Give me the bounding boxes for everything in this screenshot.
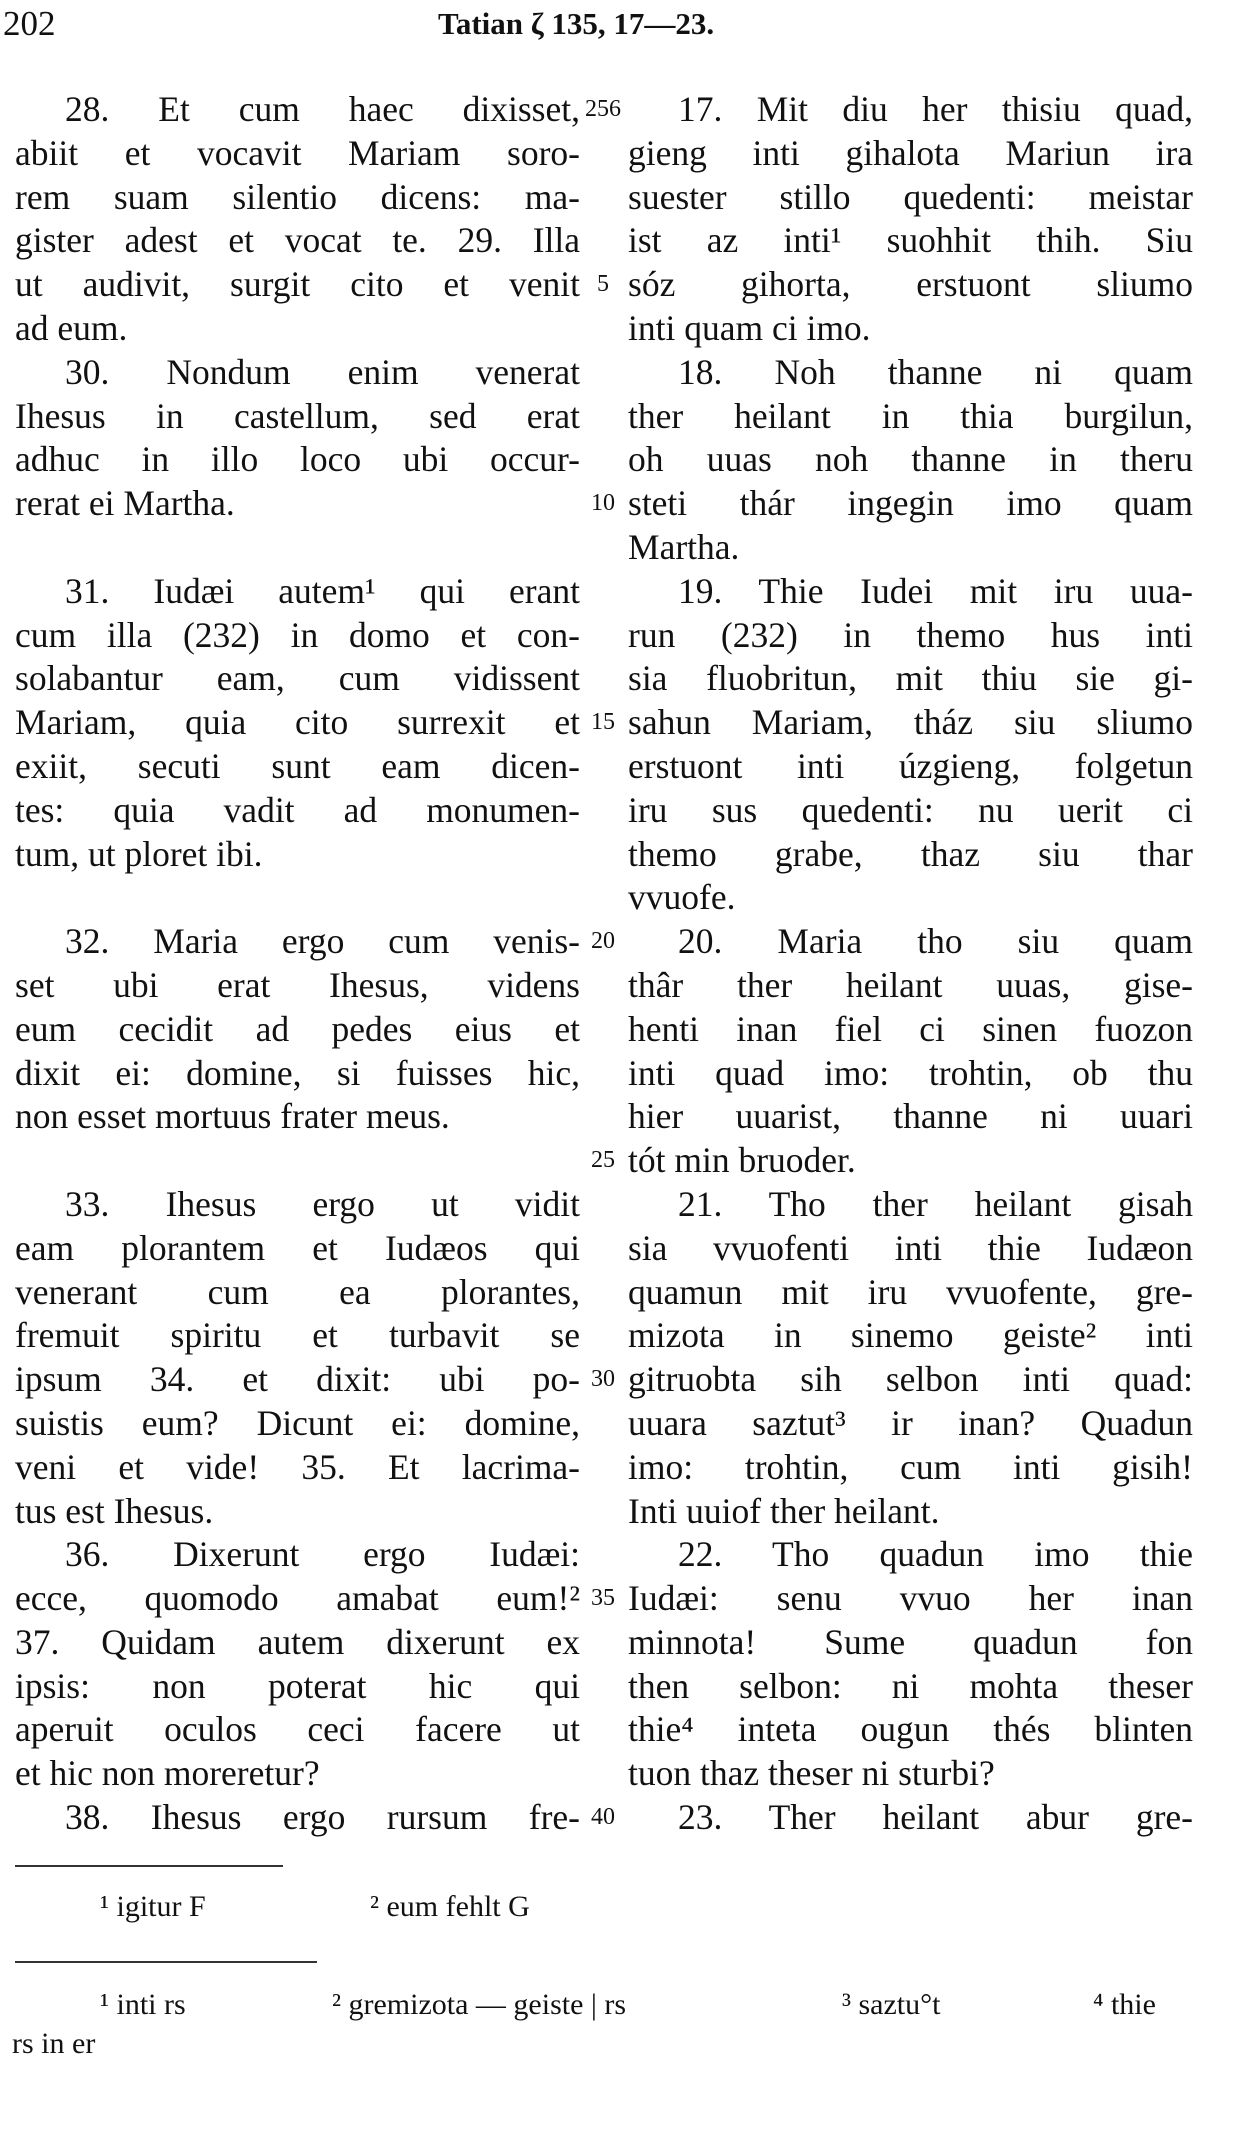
- text-line: 23. Ther heilant abur gre-: [678, 1797, 1193, 1838]
- footnote-latin-1: ¹ igitur F: [100, 1890, 206, 1923]
- text-line: iru sus quedenti: nu uerit ci: [628, 789, 1193, 830]
- text-line: tót min bruoder.: [628, 1140, 856, 1181]
- text-line: ther heilant in thia burgilun,: [628, 395, 1193, 436]
- ohg-column: [628, 88, 1193, 1840]
- line-number: 256: [585, 96, 621, 122]
- text-line: venerant cum ea plorantes,: [15, 1271, 580, 1312]
- text-line: tuon thaz theser ni sturbi?: [628, 1753, 995, 1794]
- text-line: sia fluobritun, mit thiu sie gi-: [628, 658, 1193, 699]
- text-line: exiit, secuti sunt eam dicen-: [15, 745, 580, 786]
- text-line: solabantur eam, cum vidissent: [15, 658, 580, 699]
- text-line: oh uuas noh thanne in theru: [628, 439, 1193, 480]
- footnote-latin-2: ² eum fehlt G: [370, 1890, 530, 1923]
- running-head: Tatian ζ 135, 17—23.: [438, 6, 715, 41]
- footnote-ohg-3: ³ saztu°t: [842, 1988, 941, 2021]
- text-line: 36. Dixerunt ergo Iudæi:: [65, 1534, 580, 1575]
- text-line: 38. Ihesus ergo rursum fre-: [65, 1797, 580, 1838]
- line-number: 5: [597, 271, 609, 297]
- text-line: steti thár ingegin imo quam: [628, 483, 1193, 524]
- text-line: eam plorantem et Iudæos qui: [15, 1227, 580, 1268]
- text-line: Martha.: [628, 526, 740, 567]
- line-number: 10: [591, 490, 615, 516]
- text-line: abiit et vocavit Mariam soro-: [15, 132, 580, 173]
- text-line: 19. Thie Iudei mit iru uua-: [678, 570, 1193, 611]
- text-line: 28. Et cum haec dixisset,: [65, 89, 580, 129]
- text-line: ipsis: non poterat hic qui: [15, 1665, 580, 1706]
- text-line: gieng inti gihalota Mariun ira: [628, 132, 1193, 173]
- text-line: thâr ther heilant uuas, gise-: [628, 964, 1193, 1005]
- text-line: 20. Maria tho siu quam: [678, 921, 1193, 962]
- text-line: sóz gihorta, erstuont sliumo: [628, 264, 1193, 305]
- text-line: tes: quia vadit ad monumen-: [15, 789, 580, 830]
- text-line: tus est Ihesus.: [15, 1490, 214, 1531]
- text-line: cum illa (232) in domo et con-: [15, 614, 580, 655]
- text-line: gister adest et vocat te. 29. Illa: [15, 220, 580, 261]
- text-line: fremuit spiritu et turbavit se: [15, 1315, 580, 1356]
- text-line: dixit ei: domine, si fuisses hic,: [15, 1052, 580, 1093]
- text-line: eum cecidit ad pedes eius et: [15, 1008, 580, 1049]
- text-line: imo: trohtin, cum inti gisih!: [628, 1446, 1193, 1487]
- text-line: suistis eum? Dicunt ei: domine,: [15, 1402, 580, 1443]
- footnote-ohg-4: ⁴ thie: [1093, 1988, 1156, 2021]
- text-line: rerat ei Martha.: [15, 483, 235, 524]
- footnote-rule: [15, 1865, 283, 1867]
- text-line: sahun Mariam, tház siu sliumo: [628, 702, 1193, 743]
- line-number: 25: [591, 1147, 615, 1173]
- text-line: et hic non moreretur?: [15, 1753, 320, 1794]
- text-line: 30. Nondum enim venerat: [65, 351, 580, 392]
- text-line: 17. Mit diu her thisiu quad,: [678, 89, 1193, 129]
- text-line: 18. Noh thanne ni quam: [678, 351, 1193, 392]
- text-line: henti inan fiel ci sinen fuozon: [628, 1008, 1193, 1049]
- text-line: inti quad imo: trohtin, ob thu: [628, 1052, 1193, 1093]
- text-line: non esset mortuus frater meus.: [15, 1096, 450, 1137]
- text-line: aperuit oculos ceci facere ut: [15, 1709, 580, 1750]
- text-line: ecce, quomodo amabat eum!²: [15, 1578, 580, 1619]
- text-line: hier uuarist, thanne ni uuari: [628, 1096, 1193, 1137]
- text-line: sia vvuofenti inti thie Iudæon: [628, 1227, 1193, 1268]
- text-line: gitruobta sih selbon inti quad:: [628, 1359, 1193, 1400]
- text-line: rem suam silentio dicens: ma-: [15, 176, 580, 217]
- text-line: ist az inti¹ suohhit thih. Siu: [628, 220, 1193, 261]
- footnote-ohg-1-continued: rs in er: [12, 2027, 96, 2060]
- text-line: Iudæi: senu vvuo her inan: [628, 1578, 1193, 1619]
- text-line: suester stillo quedenti: meistar: [628, 176, 1193, 217]
- text-line: 37. Quidam autem dixerunt ex: [15, 1621, 580, 1662]
- text-line: 21. Tho ther heilant gisah: [678, 1183, 1193, 1224]
- text-line: Inti uuiof ther heilant.: [628, 1490, 940, 1531]
- text-line: inti quam ci imo.: [628, 307, 871, 348]
- text-line: then selbon: ni mohta theser: [628, 1665, 1193, 1706]
- text-line: adhuc in illo loco ubi occur-: [15, 439, 580, 480]
- text-line: 33. Ihesus ergo ut vidit: [65, 1183, 580, 1224]
- page-number: 202: [3, 4, 56, 43]
- text-line: Ihesus in castellum, sed erat: [15, 395, 580, 436]
- line-number: 20: [591, 928, 615, 954]
- line-number: 35: [591, 1585, 615, 1611]
- text-line: vvuofe.: [628, 877, 736, 918]
- text-line: Mariam, quia cito surrexit et: [15, 702, 580, 743]
- text-line: quamun mit iru vvuofente, gre-: [628, 1271, 1193, 1312]
- text-line: run (232) in themo hus inti: [628, 614, 1193, 655]
- footnote-rule: [15, 1961, 317, 1963]
- text-line: set ubi erat Ihesus, videns: [15, 964, 580, 1005]
- text-line: 22. Tho quadun imo thie: [678, 1534, 1193, 1575]
- text-line: 31. Iudæi autem¹ qui erant: [65, 570, 580, 611]
- text-line: thie⁴ inteta ougun thés blinten: [628, 1709, 1193, 1750]
- line-number: 15: [591, 709, 615, 735]
- text-line: ut audivit, surgit cito et venit: [15, 264, 580, 305]
- footnote-ohg-1: ¹ inti rs: [100, 1988, 186, 2021]
- text-line: ipsum 34. et dixit: ubi po-: [15, 1359, 580, 1400]
- text-line: themo grabe, thaz siu thar: [628, 833, 1193, 874]
- latin-column: [15, 88, 580, 1840]
- text-line: ad eum.: [15, 307, 128, 348]
- text-line: veni et vide! 35. Et lacrima-: [15, 1446, 580, 1487]
- line-number: 40: [591, 1804, 615, 1830]
- text-line: erstuont inti úzgieng, folgetun: [628, 745, 1193, 786]
- text-line: minnota! Sume quadun fon: [628, 1621, 1193, 1662]
- footnote-ohg-2: ² gremizota — geiste | rs: [332, 1988, 627, 2021]
- text-line: tum, ut ploret ibi.: [15, 833, 263, 874]
- text-line: mizota in sinemo geiste² inti: [628, 1315, 1193, 1356]
- line-number: 30: [591, 1366, 615, 1392]
- text-line: uuara saztut³ ir inan? Quadun: [628, 1402, 1193, 1443]
- text-line: 32. Maria ergo cum venis-: [65, 921, 580, 962]
